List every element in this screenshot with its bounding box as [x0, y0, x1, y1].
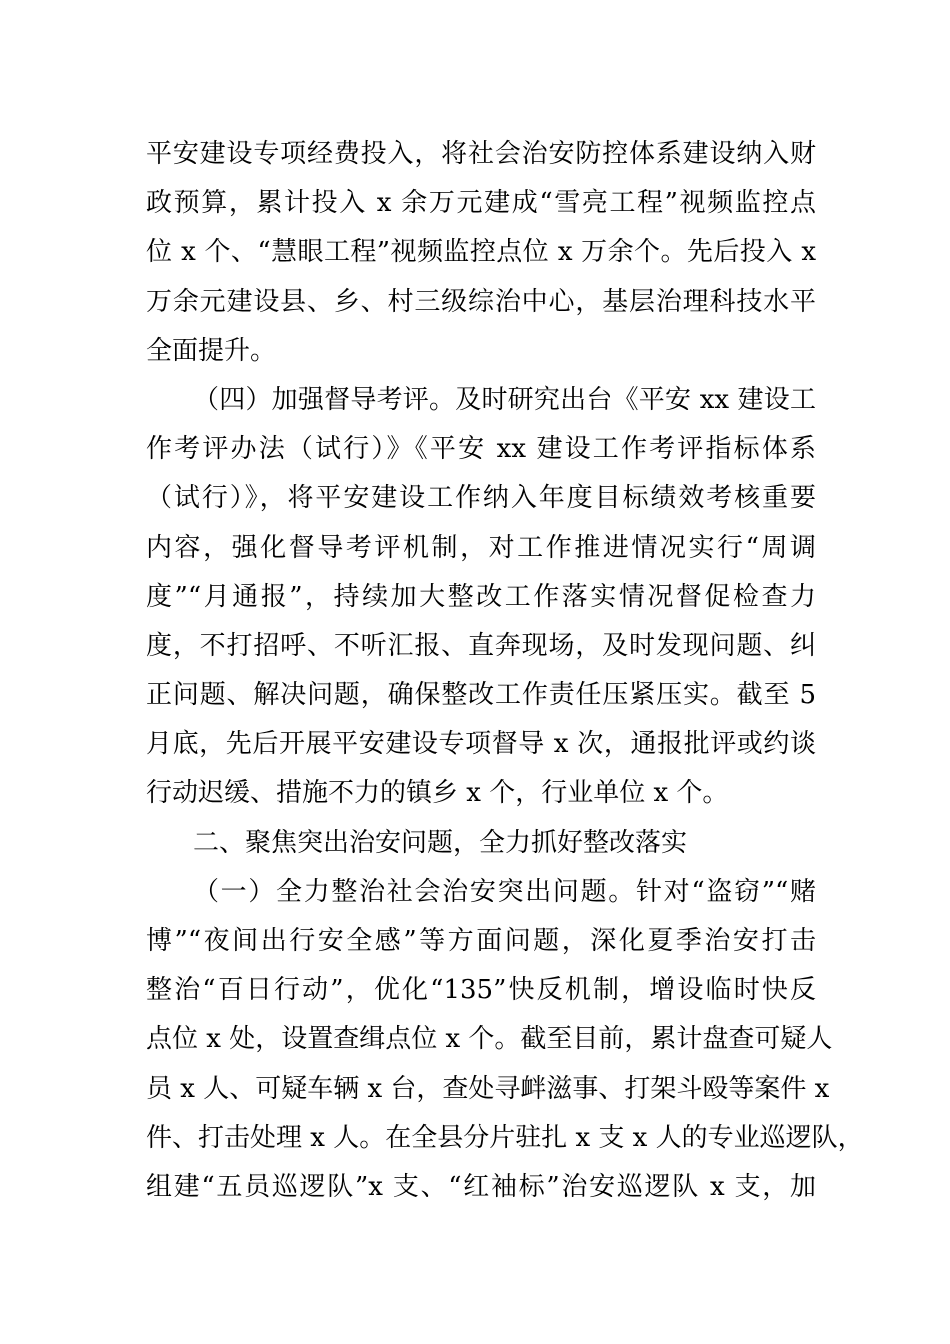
text-line: 正问题、解决问题，确保整改工作责任压紧压实。截至 5 — [146, 680, 816, 711]
document-body — [146, 130, 864, 1212]
text-line: 博”“夜间出行安全感”等方面问题，深化夏季治安打击 — [146, 926, 816, 956]
text-line: 员 x 人、可疑车辆 x 台，查处寻衅滋事、打架斗殴等案件 x — [146, 1073, 830, 1104]
text-line: 万余元建设县、乡、村三级综治中心，基层治理科技水平 — [146, 286, 816, 317]
text-line: 度”“月通报”，持续加大整改工作落实情况督促检查力 — [146, 581, 816, 612]
text-line: 月底，先后开展平安建设专项督导 x 次，通报批评或约谈 — [146, 729, 816, 760]
text-line: （试行）》，将平安建设工作纳入年度目标绩效考核重要 — [146, 483, 816, 514]
text-line: 点位 x 处，设置查缉点位 x 个。截至目前，累计盘查可疑人 — [146, 1024, 833, 1055]
text-line: 作考评办法（试行）》《平安 xx 建设工作考评指标体系 — [146, 434, 816, 465]
text-line: 内容，强化督导考评机制，对工作推进情况实行“周调 — [146, 532, 816, 563]
text-line: 行动迟缓、措施不力的镇乡 x 个，行业单位 x 个。 — [146, 778, 729, 809]
text-line: 政预算，累计投入 x 余万元建成“雪亮工程”视频监控点 — [146, 188, 816, 219]
section-heading-4: （四）加强督导考评。及时研究出台《平安 xx 建设工 — [193, 384, 816, 415]
text-line: 件、打击处理 x 人。在全县分片驻扎 x 支 x 人的专业巡逻队， — [146, 1122, 864, 1153]
section-heading-1: （一）全力整治社会治安突出问题。针对“盗窃”“赌 — [193, 876, 816, 907]
text-line: 组建“五员巡逻队”x 支、“红袖标”治安巡逻队 x 支，加 — [146, 1171, 816, 1202]
text-line: 整治“百日行动”，优化“135”快反机制，增设临时快反 — [146, 975, 816, 1006]
text-line: 全面提升。 — [146, 335, 277, 366]
text-line: 位 x 个、“慧眼工程”视频监控点位 x 万余个。先后投入 x — [146, 237, 816, 268]
text-line: 平安建设专项经费投入，将社会治安防控体系建设纳入财 — [146, 139, 816, 169]
chapter-heading-2: 二、聚焦突出治安问题，全力抓好整改落实 — [193, 827, 688, 858]
text-line: 度，不打招呼、不听汇报、直奔现场，及时发现问题、纠 — [146, 630, 816, 661]
